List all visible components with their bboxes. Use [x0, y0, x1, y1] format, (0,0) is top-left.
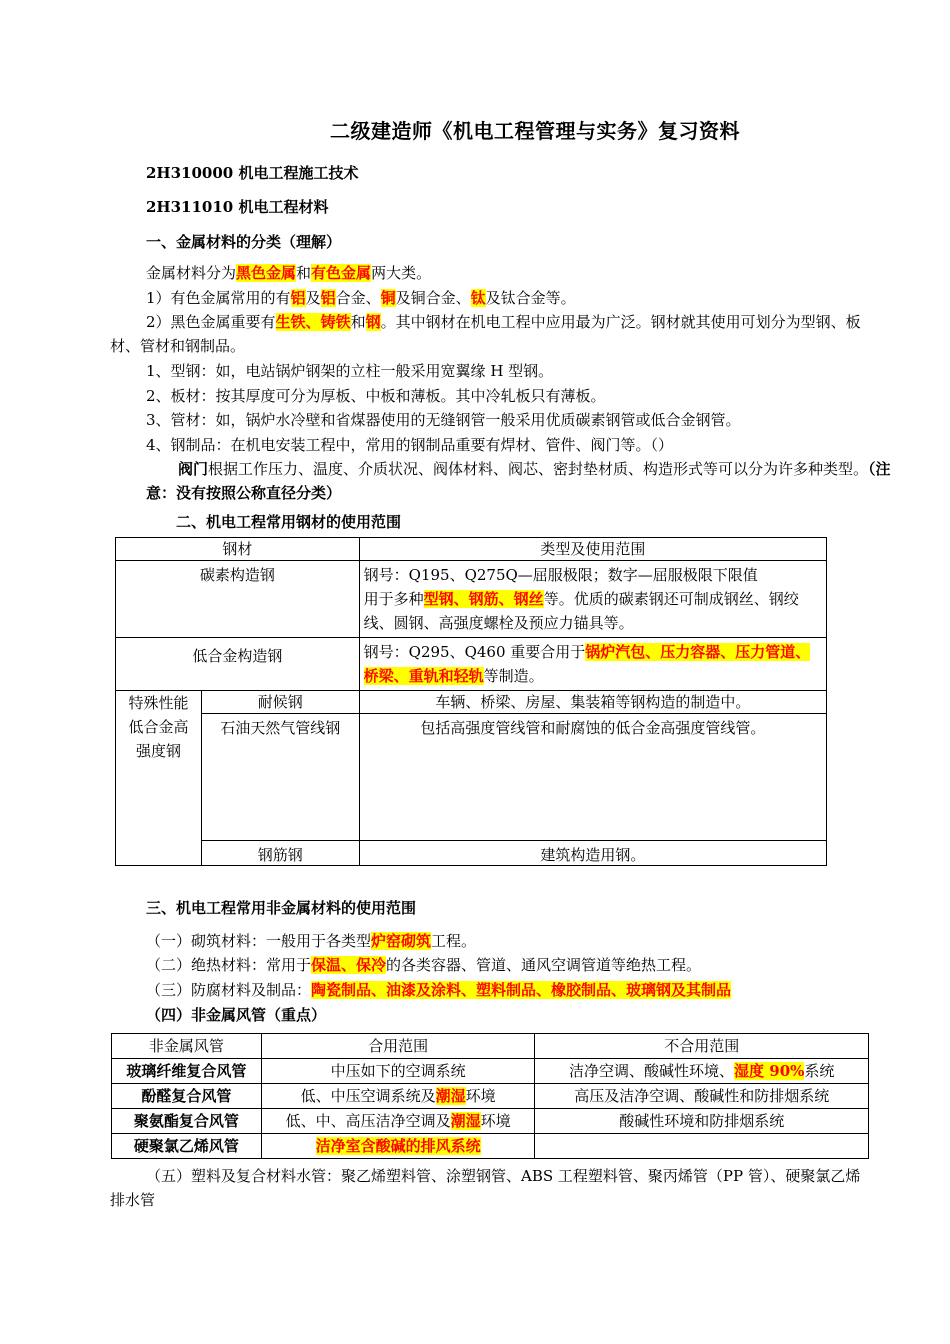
para-steel-products: 4、钢制品：在机电安装工程中，常用的钢制品重要有焊材、管件、阀门等。（）	[146, 436, 674, 454]
cell-rebar-usage: 建筑构造用钢。	[359, 841, 826, 866]
cell-duct-nouse: 高压及洁净空调、酸碱性和防排烟系统	[535, 1084, 869, 1109]
para-insulation: （二）绝热材料：常用于保温、保冷的各类容器、管道、通风空调管道等绝热工程。	[146, 956, 702, 974]
heading-steel-usage: 二、机电工程常用钢材的使用范围	[176, 513, 402, 531]
cell-pipeline-usage: 包括高强度管线管和耐腐蚀的低合金高强度管线管。	[359, 714, 826, 841]
para-section-steel: 1、型钢：如，电站锅炉钢架的立柱一般采用宽翼缘 H 型钢。	[146, 362, 554, 380]
table-header-row	[112, 1034, 869, 1059]
header-duct: 非金属风管	[112, 1034, 262, 1059]
header-type-usage: 类型及使用范围	[359, 538, 826, 561]
header-steel: 钢材	[116, 538, 360, 561]
table-row	[116, 841, 827, 866]
steel-usage-table	[115, 537, 827, 866]
section-heading: 2H311010 机电工程材料	[146, 198, 329, 216]
document-title: 二级建造师《机电工程管理与实务》复习资料	[330, 119, 740, 143]
cell-special-steel-group: 特殊性能低合金高强度钢	[116, 691, 202, 866]
heading-metal-classification: 一、金属材料的分类（理解）	[146, 233, 342, 251]
header-nouse: 不合用范围	[535, 1034, 869, 1059]
duct-table	[111, 1033, 869, 1159]
para-nonferrous: 1）有色金属常用的有铝及铝合金、铜及铜合金、钛及钛合金等。	[146, 289, 576, 307]
cell-low-alloy-steel: 低合金构造钢	[116, 638, 360, 691]
para-plate: 2、板材：按其厚度可分为厚板、中板和薄板。其中冷轧板只有薄板。	[146, 387, 606, 405]
cell-duct-use: 洁净室含酸碱的排风系统	[261, 1134, 535, 1159]
cell-carbon-steel: 碳素构造钢	[116, 561, 360, 638]
para-metal-types: 金属材料分为黑色金属和有色金属两大类。	[146, 264, 432, 282]
cell-duct-use: 低、中压空调系统及潮湿环境	[261, 1084, 535, 1109]
para-valve: 阀门根据工作压力、温度、介质状况、阀体材料、阀芯、密封垫材质、构造形式等可以分为许多种类型。（注意：没有按照公称直径分类）	[146, 460, 891, 502]
cell-duct-name: 玻璃纤维复合风管	[112, 1059, 262, 1084]
table-row	[116, 691, 827, 714]
para-masonry: （一）砌筑材料：一般用于各类型炉窑砌筑工程。	[146, 932, 477, 950]
cell-duct-nouse	[535, 1134, 869, 1159]
table-header-row	[116, 538, 827, 561]
cell-weathering-steel: 耐候钢	[201, 691, 359, 714]
cell-weathering-usage: 车辆、桥梁、房屋、集装箱等钢构造的制造中。	[359, 691, 826, 714]
table-row	[116, 638, 827, 691]
table-row	[112, 1084, 869, 1109]
cell-duct-use: 中压如下的空调系统	[261, 1059, 535, 1084]
table-row	[112, 1134, 869, 1159]
cell-carbon-steel-usage: 钢号：Q195、Q275Q—屈服极限；数字—屈服极限下限值 用于多种型钢、钢筋、钢丝等。优质的碳素钢还可制成钢丝、钢绞线、圆钢、高强度螺栓及预应力锚具等。	[359, 561, 826, 638]
cell-rebar-steel: 钢筋钢	[201, 841, 359, 866]
table-row	[116, 561, 827, 638]
para-nonmetal-duct: （四）非金属风管（重点）	[146, 1006, 327, 1024]
cell-duct-name: 硬聚氯乙烯风管	[112, 1134, 262, 1159]
para-anticorrosion: （三）防腐材料及制品：陶瓷制品、油漆及涂料、塑料制品、橡胶制品、玻璃钢及其制品	[146, 981, 732, 999]
para-plastic-pipe: （五）塑料及复合材料水管：聚乙烯塑料管、涂塑钢管、ABS 工程塑料管、聚丙烯管（PP 管）、硬聚氯乙烯排水管	[110, 1167, 861, 1209]
table-row	[116, 714, 827, 841]
cell-pipeline-steel: 石油天然气管线钢	[201, 714, 359, 841]
heading-nonmetal-usage: 三、机电工程常用非金属材料的使用范围	[146, 899, 417, 917]
cell-low-alloy-usage: 钢号：Q295、Q460 重要合用于锅炉汽包、压力容器、压力管道、桥梁、重轨和轻轨等制造。	[359, 638, 826, 691]
cell-duct-name: 酚醛复合风管	[112, 1084, 262, 1109]
cell-duct-nouse: 酸碱性环境和防排烟系统	[535, 1109, 869, 1134]
table-row	[112, 1109, 869, 1134]
chapter-heading: 2H310000 机电工程施工技术	[146, 164, 359, 182]
cell-duct-nouse: 洁净空调、酸碱性环境、湿度 90%系统	[535, 1059, 869, 1084]
table-row	[112, 1059, 869, 1084]
header-use: 合用范围	[261, 1034, 535, 1059]
para-ferrous: 2）黑色金属重要有生铁、铸铁和钢。其中钢材在机电工程中应用最为广泛。钢材就其使用可划分为型钢、板材、管材和钢制品。	[110, 313, 861, 355]
cell-duct-name: 聚氨酯复合风管	[112, 1109, 262, 1134]
cell-duct-use: 低、中、高压洁净空调及潮湿环境	[261, 1109, 535, 1134]
para-pipe: 3、管材：如，锅炉水冷壁和省煤器使用的无缝钢管一般采用优质碳素钢管或低合金钢管。	[146, 411, 741, 429]
